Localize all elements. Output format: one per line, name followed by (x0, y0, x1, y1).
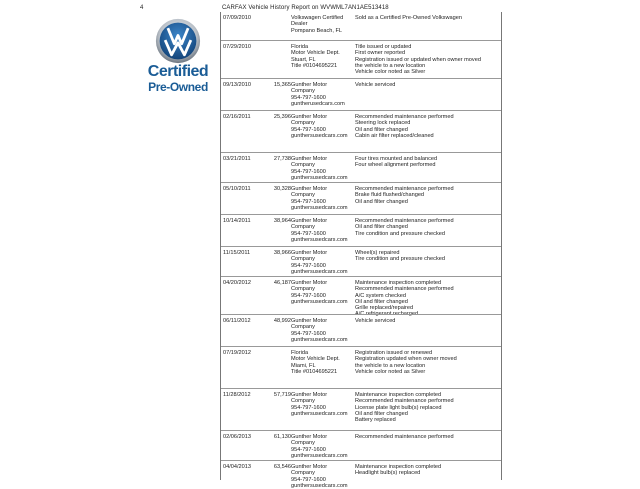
source-line: Company (291, 224, 315, 231)
source-line: Company (291, 88, 315, 95)
record-source (291, 250, 355, 275)
detail-line: Maintenance inspection completed (355, 392, 442, 398)
record-details (355, 156, 499, 169)
source-line: Company (291, 398, 315, 405)
detail-line: Oil and filter changed (355, 298, 408, 305)
source-line: Gunther Motor (291, 250, 328, 256)
detail-line: Wheel(s) repaired (355, 250, 400, 256)
record-date: 02/06/2013 (223, 434, 251, 440)
detail-line: Vehicle serviced (355, 318, 396, 324)
record-date: 11/28/2012 (223, 392, 251, 398)
record-odometer: 30,328 (273, 186, 291, 192)
source-line: 954-797-1600 (291, 230, 326, 237)
source-line: Gunther Motor (291, 156, 328, 162)
detail-line: Recommended maintenance performed (355, 398, 454, 405)
record-date: 06/11/2012 (223, 318, 251, 324)
source-line: Company (291, 256, 315, 263)
record-source (291, 434, 355, 459)
detail-line: Grille replaced/repaired (355, 305, 414, 312)
detail-line: Recommended maintenance performed (355, 218, 454, 224)
source-line: gunthersusedcars.com (291, 132, 348, 139)
table-row (221, 314, 501, 347)
record-date: 02/16/2011 (223, 114, 251, 120)
source-line: Title #0104695221 (291, 62, 338, 69)
record-details (355, 350, 499, 375)
record-details (355, 186, 499, 205)
record-details (355, 82, 499, 88)
table-row (221, 110, 501, 153)
record-source (291, 392, 355, 417)
detail-line: Headlight bulb(s) replaced (355, 470, 421, 477)
detail-line: Registration updated when owner moved (355, 356, 457, 363)
table-row (221, 12, 501, 40)
detail-line: Oil and filter changed (355, 224, 408, 231)
detail-line: Battery replaced (355, 417, 396, 424)
source-line: Florida (291, 44, 309, 50)
source-line: Gunther Motor (291, 114, 328, 120)
table-row (221, 430, 501, 461)
record-odometer: 63,546 (273, 464, 291, 470)
record-date: 09/13/2010 (223, 82, 251, 88)
source-line: Company (291, 324, 315, 331)
detail-line: Brake fluid flushed/changed (355, 192, 425, 199)
record-odometer: 46,187 (273, 280, 291, 286)
source-line: 954-797-1600 (291, 126, 326, 133)
table-row (221, 346, 501, 389)
table-row (221, 276, 501, 318)
detail-line: Maintenance inspection completed (355, 464, 442, 470)
source-line: gunthersusedcars.com (291, 174, 348, 181)
detail-line: Recommended maintenance performed (355, 114, 454, 120)
source-line: Gunther Motor (291, 82, 328, 88)
source-line: Volkswagen Certified (291, 15, 344, 21)
detail-line: Title issued or updated (355, 44, 412, 50)
record-details (355, 218, 499, 237)
source-line: gunthersusedcars.com (291, 336, 348, 343)
detail-line: Recommended maintenance performed (355, 434, 454, 440)
record-details (355, 15, 499, 21)
source-line: 954-797-1600 (291, 446, 326, 453)
detail-line: Four tires mounted and balanced (355, 156, 438, 162)
history-table (220, 12, 502, 489)
source-line: Gunther Motor (291, 318, 328, 324)
source-line: Gunther Motor (291, 434, 328, 440)
source-line: gunthersusedcars.com (291, 268, 348, 275)
source-line: 954-797-1600 (291, 94, 326, 101)
source-line: gunthersusedcars.com (291, 482, 348, 489)
record-source (291, 44, 355, 69)
record-source (291, 280, 355, 305)
table-row (221, 246, 501, 277)
record-odometer: 48,992 (273, 318, 291, 324)
source-line: gunthersusedcars.com (291, 204, 348, 211)
source-line: Company (291, 470, 315, 477)
certified-preowned-logo (144, 18, 212, 98)
detail-line: Maintenance inspection completed (355, 280, 442, 286)
record-details (355, 318, 499, 324)
detail-line: Registration issued or renewed (355, 350, 433, 356)
record-odometer: 38,966 (273, 250, 291, 256)
source-line: Stuart, FL (291, 56, 316, 63)
source-line: 954-797-1600 (291, 330, 326, 337)
source-line: 954-797-1600 (291, 476, 326, 483)
source-line: Gunther Motor (291, 280, 328, 286)
record-source (291, 82, 355, 107)
record-details (355, 250, 499, 263)
detail-line: Vehicle color noted as Silver (355, 69, 426, 76)
record-date: 07/09/2010 (223, 15, 251, 21)
source-line: Gunther Motor (291, 218, 328, 224)
source-line: Motor Vehicle Dept. (291, 50, 340, 57)
source-line: Gunther Motor (291, 392, 328, 398)
detail-line: A/C system checked (355, 292, 406, 299)
source-line: Company (291, 440, 315, 447)
record-date: 07/19/2012 (223, 350, 251, 356)
record-source (291, 350, 355, 375)
source-line: Pompano Beach, FL (291, 27, 342, 34)
record-date: 04/04/2013 (223, 464, 251, 470)
detail-line: Oil and filter changed (355, 126, 408, 133)
record-details (355, 44, 499, 75)
record-odometer: 15,365 (273, 82, 291, 88)
record-source (291, 318, 355, 343)
vw-logo-icon (155, 18, 201, 64)
detail-line: Oil and filter changed (355, 410, 408, 417)
table-row (221, 388, 501, 431)
source-line: Dealer (291, 21, 308, 28)
record-date: 11/15/2011 (223, 250, 251, 256)
source-line: 954-797-1600 (291, 262, 326, 269)
detail-line: Tire condition and pressure checked (355, 230, 445, 237)
detail-line: Vehicle serviced (355, 82, 396, 88)
record-date: 07/29/2010 (223, 44, 251, 50)
table-row (221, 152, 501, 183)
record-details (355, 114, 499, 139)
source-line: gunthersusedcars.com (291, 236, 348, 243)
detail-line: Tire condition and pressure checked (355, 256, 445, 263)
record-odometer: 25,396 (273, 114, 291, 120)
record-odometer: 38,964 (273, 218, 291, 224)
table-row (221, 182, 501, 215)
preowned-text: Pre-Owned (148, 80, 208, 94)
source-line: gunthersusedcars.com (291, 452, 348, 459)
detail-line: Vehicle color noted as Silver (355, 368, 426, 375)
detail-line: Recommended maintenance performed (355, 286, 454, 293)
record-odometer: 57,719 (273, 392, 291, 398)
source-line: 954-797-1600 (291, 198, 326, 205)
record-date: 05/10/2011 (223, 186, 251, 192)
table-row (221, 460, 501, 489)
source-line: Motor Vehicle Dept. (291, 356, 340, 363)
source-line: Company (291, 162, 315, 169)
record-source (291, 218, 355, 243)
record-odometer: 61,130 (273, 434, 291, 440)
source-line: gunthersusedcars.com (291, 298, 348, 305)
source-line: Company (291, 192, 315, 199)
table-row (221, 40, 501, 79)
source-line: guntherusedcars.com (291, 100, 345, 107)
detail-line: the vehicle to a new location (355, 362, 426, 369)
source-line: Gunther Motor (291, 464, 328, 470)
source-line: Title #0104695221 (291, 368, 338, 375)
report-title: CARFAX Vehicle History Report on WVWML7AN1AE513418 (222, 5, 389, 11)
record-source (291, 15, 355, 34)
detail-line: Steering lock replaced (355, 120, 411, 127)
source-line: Company (291, 120, 315, 127)
table-row (221, 78, 501, 111)
table-row (221, 214, 501, 247)
detail-line: Cabin air filter replaced/cleaned (355, 132, 434, 139)
record-date: 03/21/2011 (223, 156, 251, 162)
record-date: 10/14/2011 (223, 218, 251, 224)
source-line: 954-797-1600 (291, 404, 326, 411)
source-line: Miami, FL (291, 362, 316, 369)
detail-line: Oil and filter changed (355, 198, 408, 205)
detail-line: the vehicle to a new location (355, 62, 426, 69)
record-details (355, 434, 499, 440)
record-source (291, 186, 355, 211)
detail-line: A/C refrigerant recharged (355, 311, 419, 318)
certified-text: Certified (147, 63, 209, 80)
source-line: Gunther Motor (291, 186, 328, 192)
record-details (355, 464, 499, 477)
page-number: 4 (140, 5, 144, 11)
source-line: Company (291, 286, 315, 293)
detail-line: Registration issued or updated when owner moved (355, 56, 481, 63)
detail-line: Sold as a Certified Pre-Owned Volkswagen (355, 15, 462, 21)
detail-line: Recommended maintenance performed (355, 186, 454, 192)
detail-line: Four wheel alignment performed (355, 162, 436, 169)
source-line: 954-797-1600 (291, 292, 326, 299)
source-line: Florida (291, 350, 309, 356)
detail-line: First owner reported (355, 50, 406, 57)
record-source (291, 464, 355, 489)
record-source (291, 114, 355, 139)
source-line: 954-797-1600 (291, 168, 326, 175)
record-details (355, 392, 499, 423)
record-odometer: 27,738 (273, 156, 291, 162)
record-details (355, 280, 499, 318)
source-line: gunthersusedcars.com (291, 410, 348, 417)
record-date: 04/20/2012 (223, 280, 251, 286)
record-source (291, 156, 355, 181)
detail-line: License plate light bulb(s) replaced (355, 404, 442, 411)
